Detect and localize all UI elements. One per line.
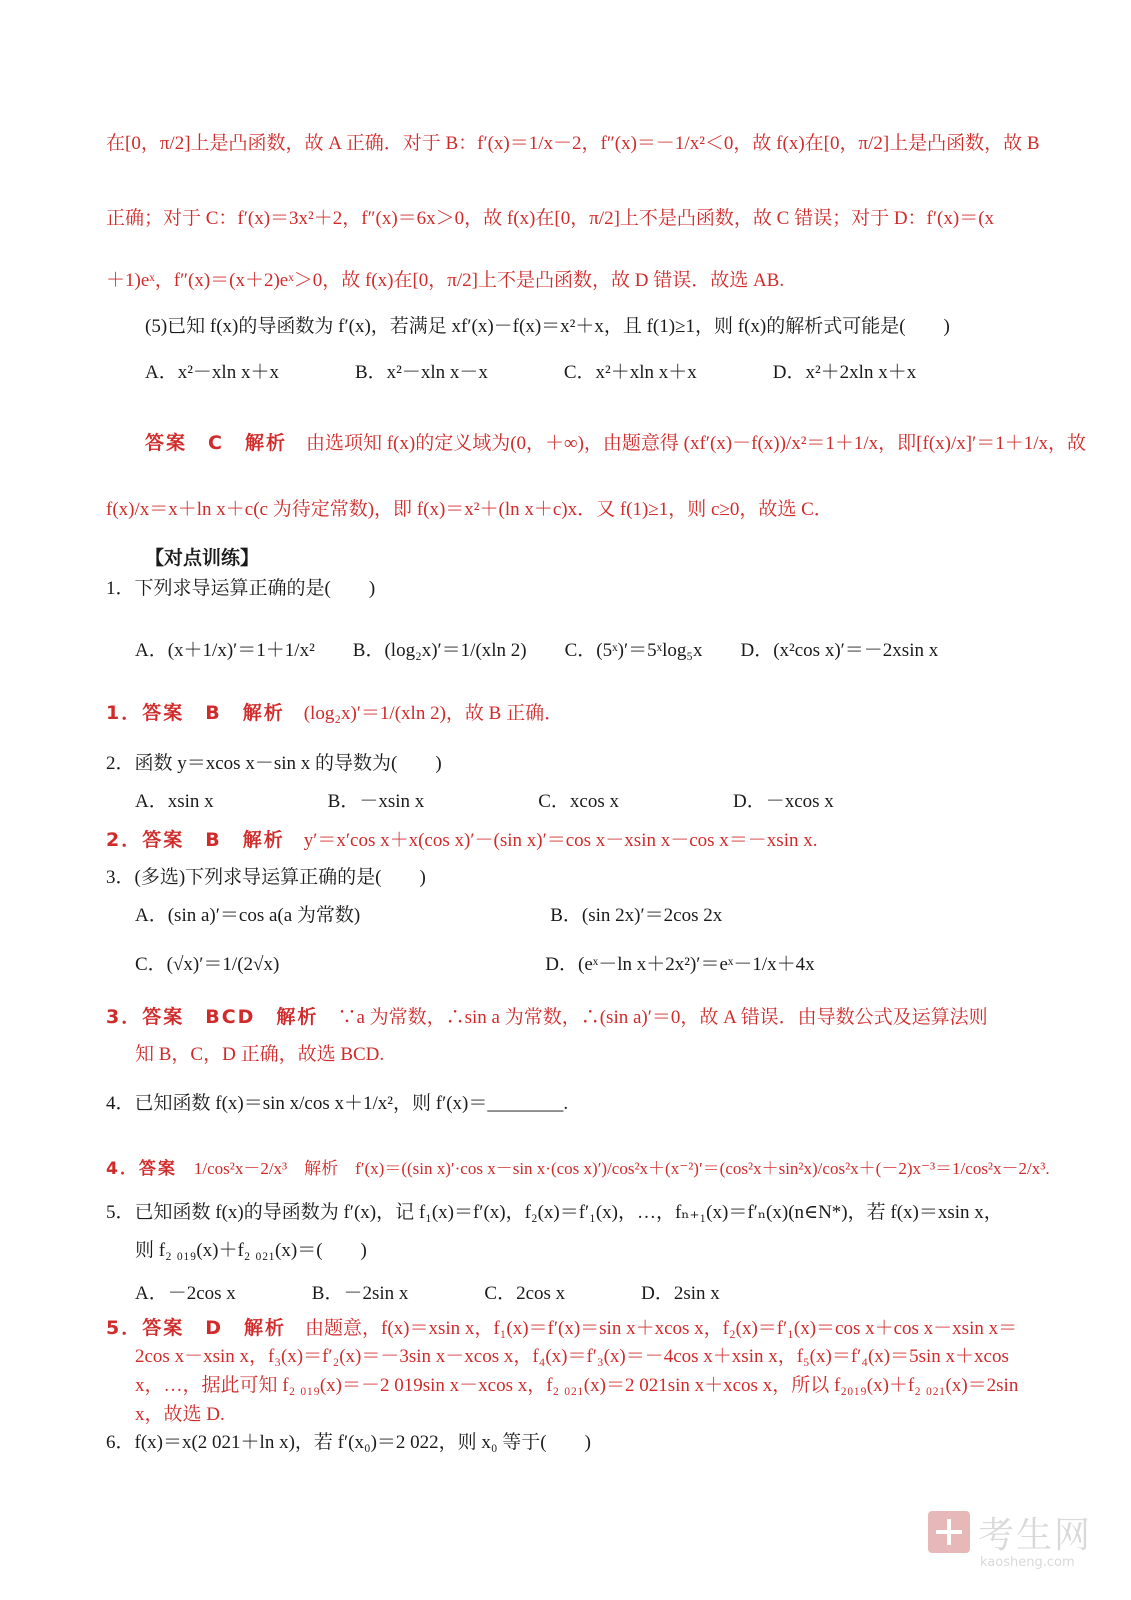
question-stem: 5．已知函数 f(x)的导函数为 f′(x)，记 f₁(x)＝f′(x)，f₂(x)＝f′₁(x)，…，fₙ₊₁(x)＝f′ₙ(x)(n∈N*)，若 f(x)＝xsin x， xyxy=(106,1202,1003,1223)
text-line: 正确；对于 C：f′(x)＝3x²＋2，f″(x)＝6x＞0，故 f(x)在[0，π/2]上不是凸函数，故 C 错误；对于 D：f′(x)＝(x xyxy=(106,208,995,229)
watermark-text: 考生网 xyxy=(978,1515,1093,1556)
logo-icon xyxy=(928,1511,970,1553)
answer-line: 答案 C 解析 由选项知 f(x)的定义域为(0，＋∞)，由题意得 (xf′(x)－f(x))/x²＝1＋1/x，即[f(x)/x]′＝1＋1/x，故 xyxy=(145,432,1087,454)
options-line: A．(sin a)′＝cos a(a 为常数) B．(sin 2x)′＝2cos 2x xyxy=(135,905,723,926)
options-line: C．(√x)′＝1/(2√x) D．(eˣ－ln x＋2x²)′＝eˣ－1/x＋4x xyxy=(135,954,815,975)
text-line: 2cos x－xsin x，f₃(x)＝f′₂(x)＝－3sin x－xcos x，f₄(x)＝f′₃(x)＝－4cos x＋xsin x，f₅(x)＝f′₄(x)＝5sin x＋xcos xyxy=(135,1346,1009,1367)
text-line: 知 B，C，D 正确，故选 BCD. xyxy=(135,1044,385,1065)
question-stem: 则 f₂ ₀₁₉(x)＋f₂ ₀₂₁(x)＝( ) xyxy=(135,1240,367,1261)
question-stem: 3．(多选)下列求导运算正确的是( ) xyxy=(106,867,426,888)
question-stem: (5)已知 f(x)的导函数为 f′(x)，若满足 xf′(x)－f(x)＝x²＋x，且 f(1)≥1，则 f(x)的解析式可能是( ) xyxy=(145,316,950,337)
text-line: ＋1)eˣ，f″(x)＝(x＋2)eˣ＞0，故 f(x)在[0，π/2]上不是凸函数，故 D 错误．故选 AB. xyxy=(106,270,785,291)
answer-line: 1．答案 B 解析 (log₂x)′＝1/(xln 2)，故 B 正确． xyxy=(106,702,564,724)
answer-line: 2．答案 B 解析 y′＝x′cos x＋x(cos x)′－(sin x)′＝cos x－xsin x－cos x＝－xsin x. xyxy=(106,829,818,851)
answer-line: 4．答案 1/cos²x－2/x³ 解析 f′(x)＝((sin x)′·cos x－sin x·(cos x)′)/cos²x＋(x⁻²)′＝(cos²x＋sin²x)/cos²x＋(－2)x⁻³＝1/cos²x－2/x³. xyxy=(106,1159,1050,1179)
text-line: f(x)/x＝x＋ln x＋c(c 为待定常数)，即 f(x)＝x²＋(ln x＋c)x．又 f(1)≥1，则 c≥0，故选 C． xyxy=(106,499,833,520)
section-heading: 【对点训练】 xyxy=(145,547,260,569)
options-line: A．xsin x B．－xsin x C．xcos x D．－xcos x xyxy=(135,791,834,812)
watermark-logo xyxy=(928,1505,1128,1585)
text-line: 在[0，π/2]上是凸函数，故 A 正确．对于 B：f′(x)＝1/x－2，f″(x)＝－1/x²＜0，故 f(x)在[0，π/2]上是凸函数，故 B xyxy=(106,133,1040,154)
options-line: A．(x＋1/x)′＝1＋1/x² B．(log₂x)′＝1/(xln 2) C．(5ˣ)′＝5ˣlog₅x D．(x²cos x)′＝－2xsin x xyxy=(135,640,939,661)
question-stem: 2．函数 y＝xcos x－sin x 的导数为( ) xyxy=(106,753,442,774)
question-stem: 6．f(x)＝x(2 021＋ln x)，若 f′(x₀)＝2 022，则 x₀ 等于( ) xyxy=(106,1432,591,1453)
question-stem: 4．已知函数 f(x)＝sin x/cos x＋1/x²，则 f′(x)＝________. xyxy=(106,1093,569,1114)
watermark-url: kaosheng.com xyxy=(980,1555,1075,1570)
options-line: A．－2cos x B．－2sin x C．2cos x D．2sin x xyxy=(135,1283,720,1304)
options-line: A．x²－xln x＋x B．x²－xln x－x C．x²＋xln x＋x D．x²＋2xln x＋x xyxy=(145,362,917,383)
answer-line: 5．答案 D 解析 由题意，f(x)＝xsin x，f₁(x)＝f′(x)＝sin x＋xcos x，f₂(x)＝f′₁(x)＝cos x＋cos x－xsin x＝ xyxy=(106,1317,1018,1339)
question-stem: 1．下列求导运算正确的是( ) xyxy=(106,578,376,599)
answer-line: 3．答案 BCD 解析 ∵a 为常数，∴sin a 为常数，∴(sin a)′＝0，故 A 错误．由导数公式及运算法则 xyxy=(106,1006,988,1028)
text-line: x，故选 D. xyxy=(135,1404,225,1425)
text-line: x，…，据此可知 f₂ ₀₁₉(x)＝－2 019sin x－xcos x，f₂ ₀₂₁(x)＝2 021sin x＋xcos x，所以 f₂₀₁₉(x)＋f₂ ₀₂₁(x)＝2sin xyxy=(135,1375,1019,1396)
